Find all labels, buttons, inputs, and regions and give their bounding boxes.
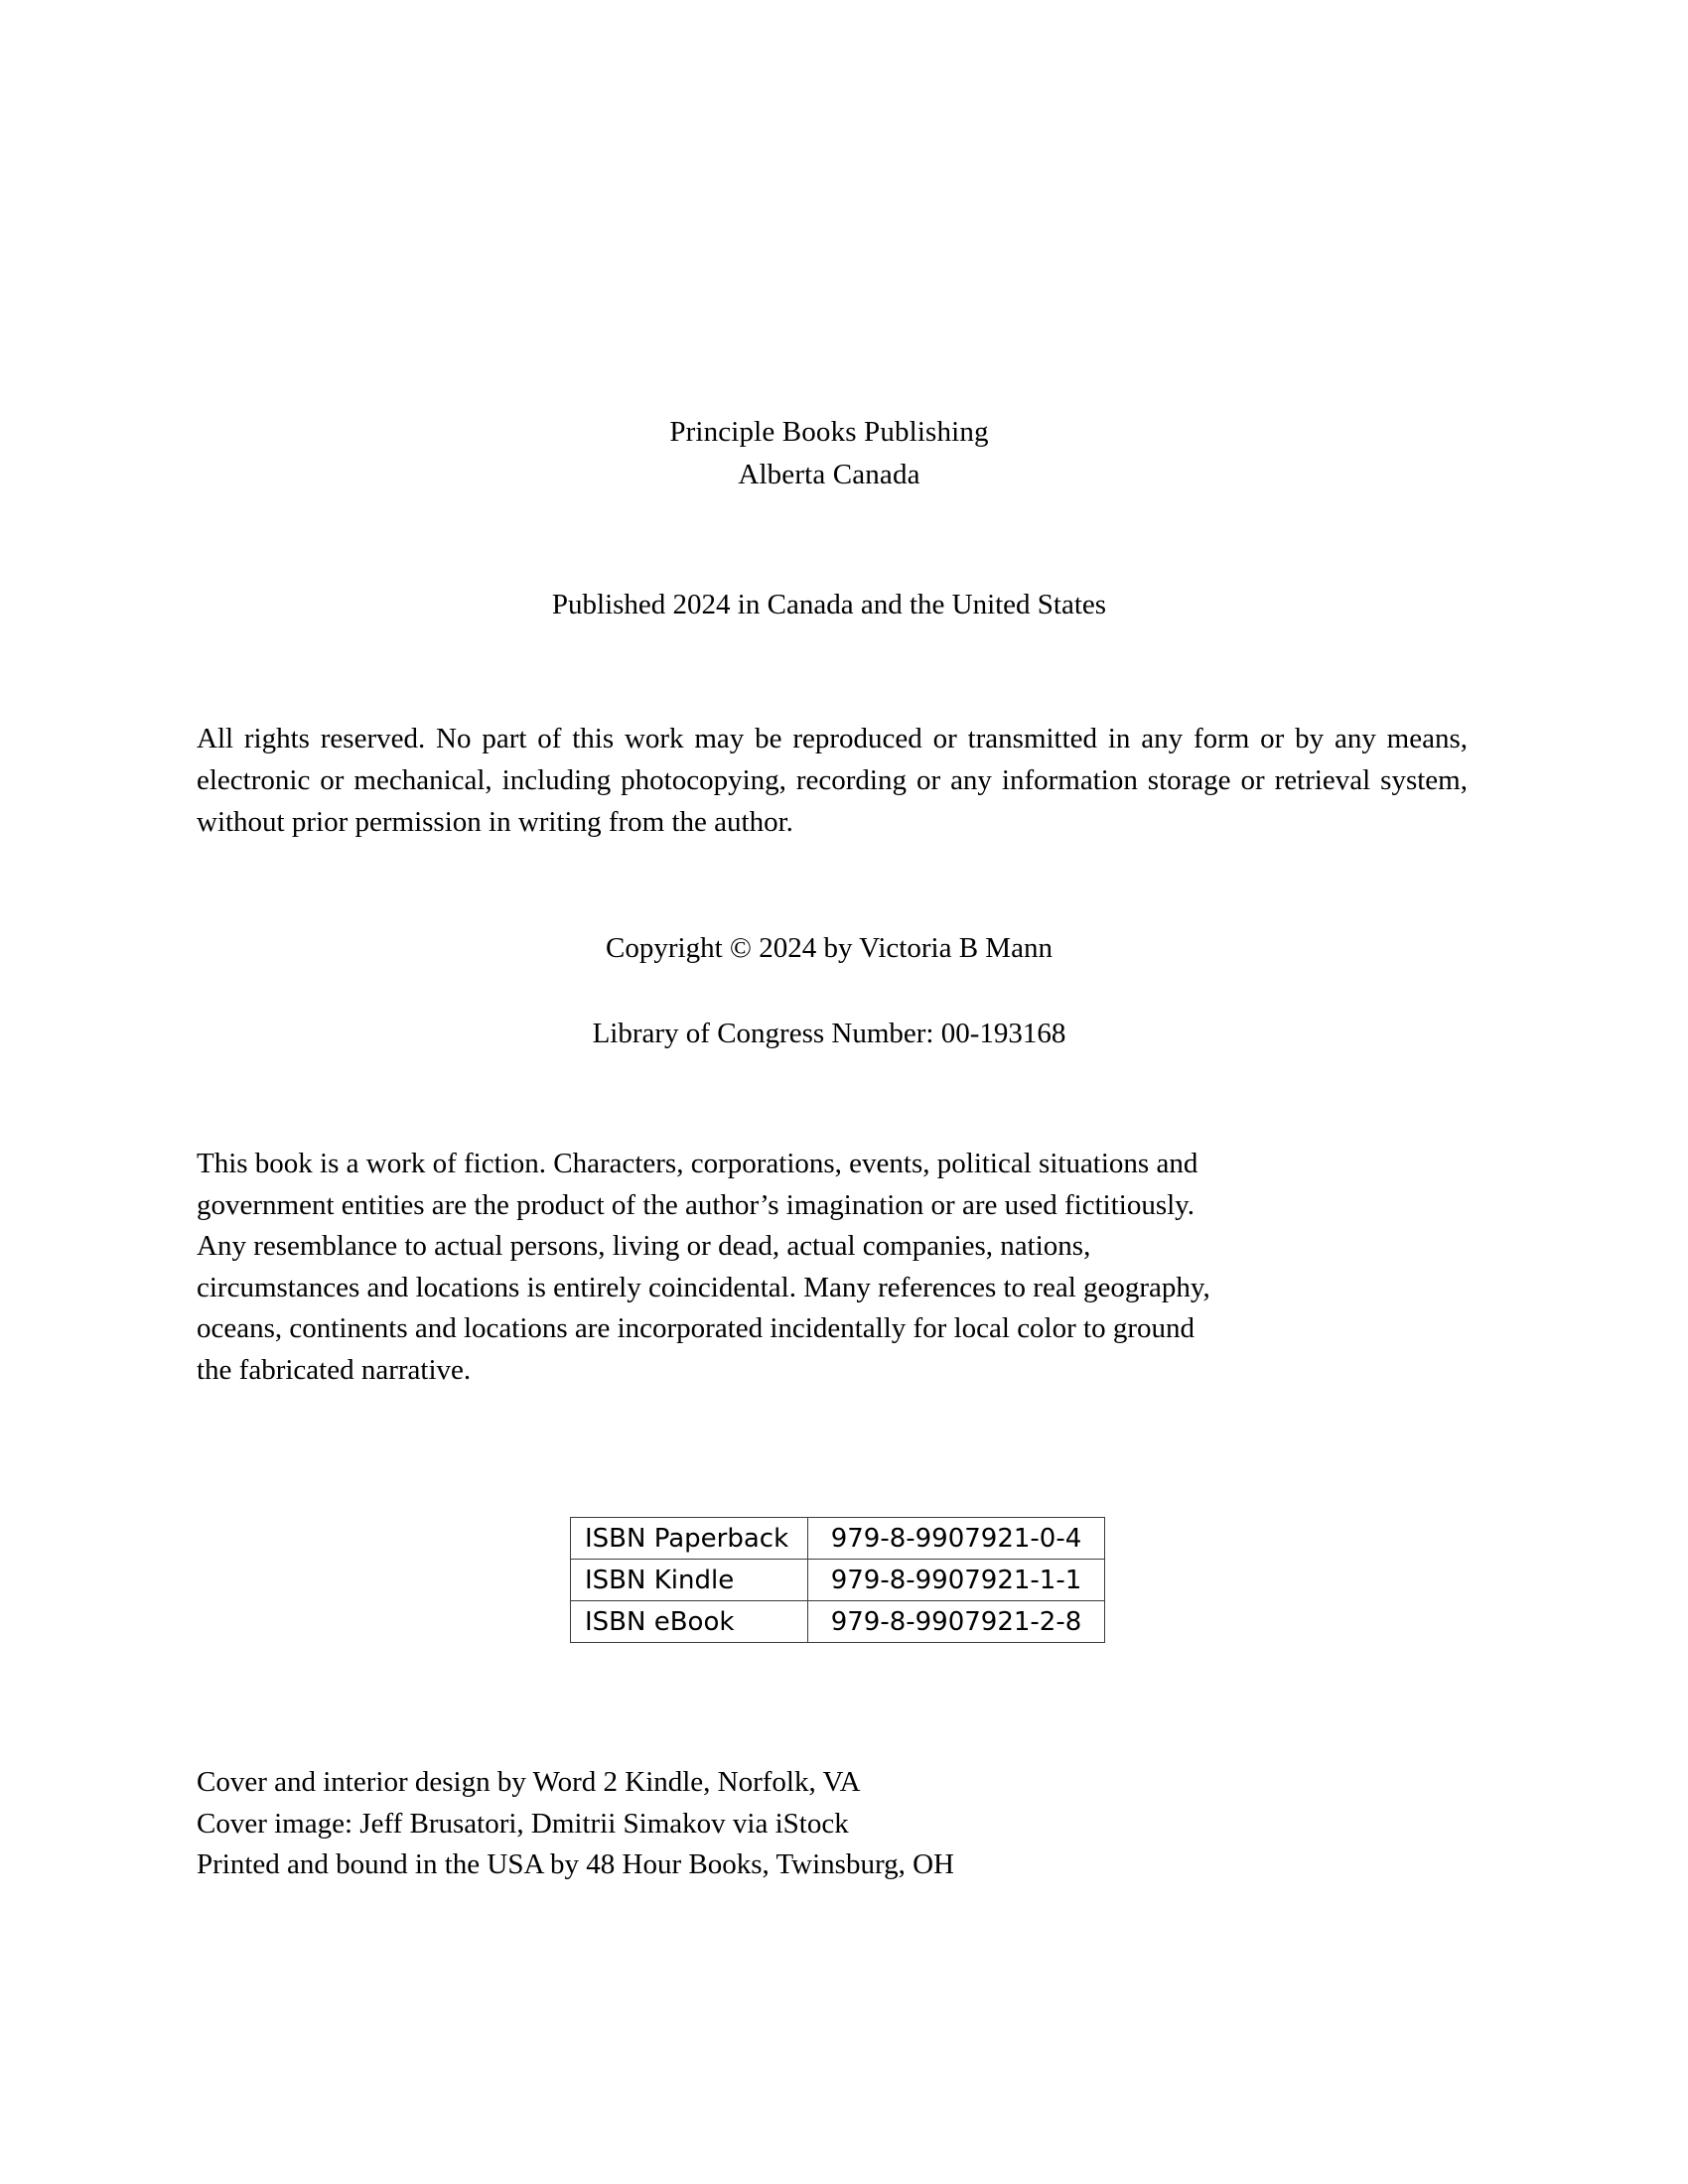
isbn-table — [570, 1517, 1105, 1643]
table-row — [571, 1560, 1105, 1601]
isbn-value: 979-8-9907921-2-8 — [808, 1601, 1105, 1643]
disclaimer-line: Any resemblance to actual persons, living or dead, actual companies, nations, — [197, 1230, 1091, 1262]
credit-line-printing: Printed and bound in the USA by 48 Hour Books, Twinsburg, OH — [197, 1848, 954, 1880]
isbn-format-label: ISBN Paperback — [571, 1518, 808, 1560]
disclaimer-line: oceans, continents and locations are incorporated incidentally for local color to ground — [197, 1312, 1195, 1344]
isbn-value: 979-8-9907921-1-1 — [808, 1560, 1105, 1601]
disclaimer-line: government entities are the product of the author’s imagination or are used fictitiously. — [197, 1188, 1196, 1221]
published-statement: Published 2024 in Canada and the United States — [551, 589, 1107, 620]
publisher-location: Alberta Canada — [738, 459, 920, 490]
table-row — [571, 1518, 1105, 1560]
isbn-table-container — [570, 1517, 1105, 1643]
disclaimer-line: circumstances and locations is entirely coincidental. Many references to real geography, — [197, 1271, 1210, 1303]
disclaimer-line: This book is a work of fiction. Characters, corporations, events, political situations and — [197, 1148, 1198, 1179]
publisher-block — [197, 411, 1462, 496]
isbn-value: 979-8-9907921-0-4 — [808, 1518, 1105, 1560]
credit-line-cover-image: Cover image: Jeff Brusatori, Dmitrii Simakov via iStock — [197, 1807, 849, 1840]
table-row — [571, 1601, 1105, 1643]
publisher-name: Principle Books Publishing — [669, 416, 989, 448]
production-credits-block — [197, 1762, 1477, 1886]
rights-reserved-paragraph: All rights reserved. No part of this work may be reproduced or transmitted in any form or by any means, electronic or mechanical, including photocopying, recording or any information storage or retrieval system, without prior permission in writing from the author. — [197, 723, 1468, 838]
library-of-congress-line: Library of Congress Number: 00-193168 — [592, 1018, 1066, 1049]
credit-line-design: Cover and interior design by Word 2 Kindle, Norfolk, VA — [197, 1766, 861, 1798]
isbn-format-label: ISBN Kindle — [571, 1560, 808, 1601]
isbn-format-label: ISBN eBook — [571, 1601, 808, 1643]
copyright-line: Copyright © 2024 by Victoria B Mann — [606, 932, 1053, 964]
disclaimer-line: the fabricated narrative. — [197, 1353, 472, 1386]
fiction-disclaimer-paragraph — [197, 1144, 1477, 1391]
